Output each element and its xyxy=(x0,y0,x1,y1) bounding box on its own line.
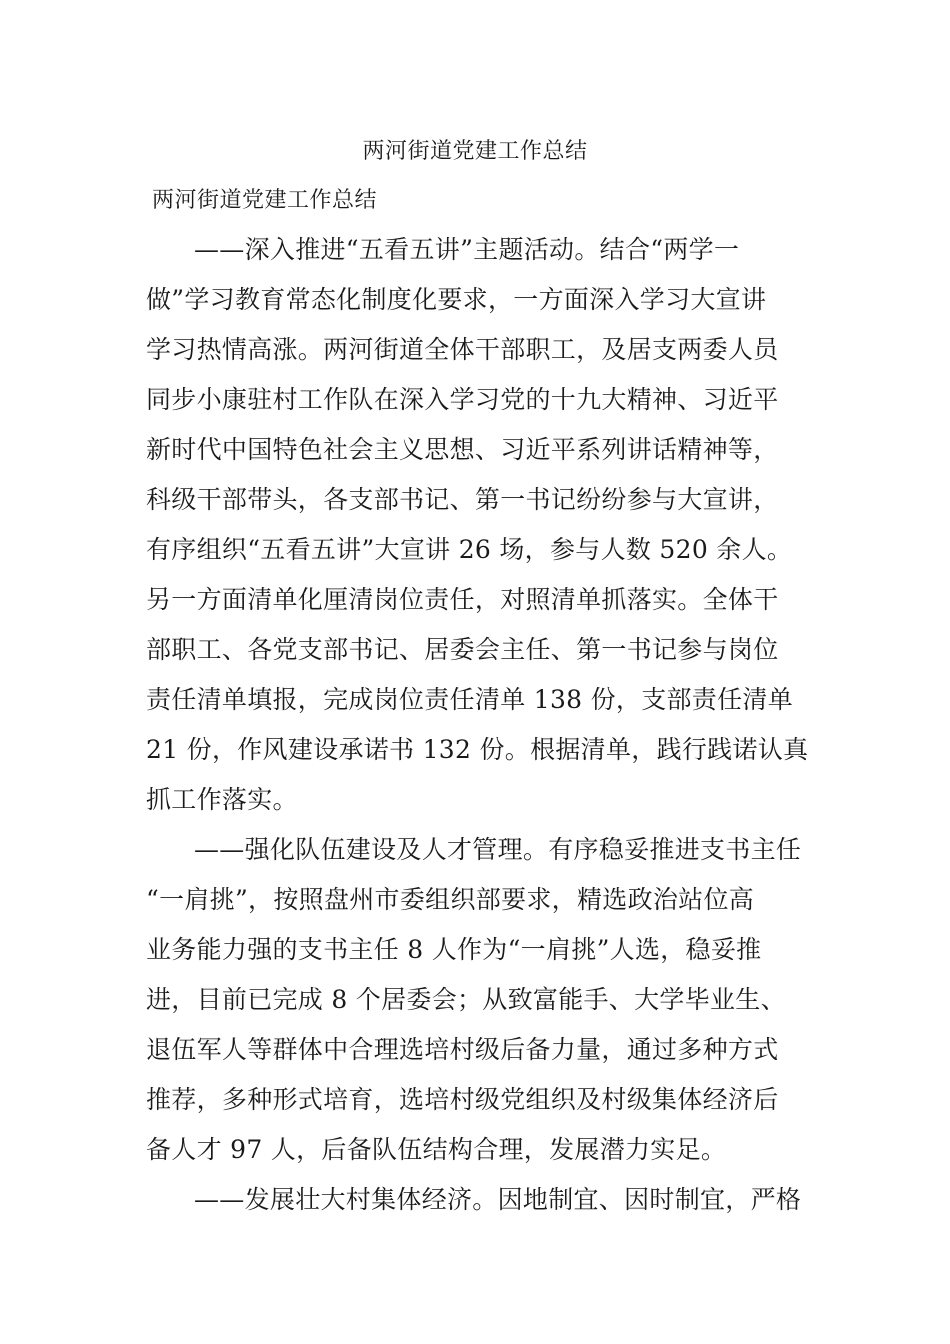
body-line: 新时代中国特色社会主义思想、习近平系列讲话精神等， xyxy=(146,435,779,464)
body-line: 推荐，多种形式培育，选培村级党组织及村级集体经济后 xyxy=(146,1085,779,1114)
body-line: “一肩挑”，按照盘州市委组织部要求，精选政治站位高 xyxy=(146,885,755,914)
body-line: 有序组织“五看五讲”大宣讲 26 场，参与人数 520 余人。 xyxy=(146,535,793,564)
body-line: 责任清单填报，完成岗位责任清单 138 份，支部责任清单 xyxy=(146,685,794,714)
document-title: 两河街道党建工作总结 xyxy=(362,139,588,164)
body-line: 21 份，作风建设承诺书 132 份。根据清单，践行践诺认真 xyxy=(146,735,809,764)
body-line: 备人才 97 人，后备队伍结构合理，发展潜力实足。 xyxy=(146,1135,727,1164)
body-line: ——发展壮大村集体经济。因地制宜、因时制宜，严格 xyxy=(194,1185,802,1214)
body-line: 业务能力强的支书主任 8 人作为“一肩挑”人选，稳妥推 xyxy=(146,935,762,964)
body-line: 同步小康驻村工作队在深入学习党的十九大精神、习近平 xyxy=(146,385,779,414)
body-line: 另一方面清单化厘清岗位责任，对照清单抓落实。全体干 xyxy=(146,585,779,614)
body-line: 学习热情高涨。两河街道全体干部职工，及居支两委人员 xyxy=(146,335,779,364)
body-line: 退伍军人等群体中合理选培村级后备力量，通过多种方式 xyxy=(146,1035,779,1064)
body-line: 科级干部带头，各支部书记、第一书记纷纷参与大宣讲， xyxy=(146,485,779,514)
body-line: ——深入推进“五看五讲”主题活动。结合“两学一 xyxy=(194,235,740,264)
body-line: ——强化队伍建设及人才管理。有序稳妥推进支书主任 xyxy=(194,835,802,864)
body-line: 进，目前已完成 8 个居委会；从致富能手、大学毕业生、 xyxy=(146,985,786,1014)
body-line: 部职工、各党支部书记、居委会主任、第一书记参与岗位 xyxy=(146,635,779,664)
document-subtitle: 两河街道党建工作总结 xyxy=(152,188,378,213)
body-line: 抓工作落实。 xyxy=(146,785,298,814)
body-line: 做”学习教育常态化制度化要求，一方面深入学习大宣讲 xyxy=(146,285,767,314)
